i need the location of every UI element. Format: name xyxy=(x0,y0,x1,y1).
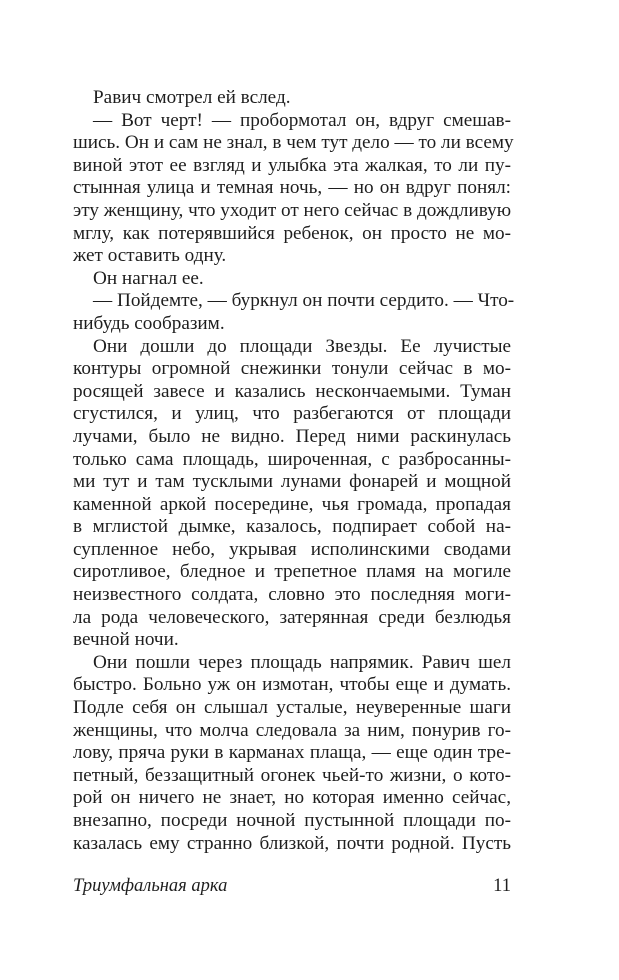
text-line: Они пошли через площадь напрямик. Равич шел xyxy=(93,651,511,673)
text-line: лову, пряча руки в карманах плаща, — еще один тре- xyxy=(73,742,511,764)
text-line: ла рода человеческого, затерянная среди безлюдья xyxy=(73,606,511,628)
text-line: стынная улица и темная ночь, — но он вдруг понял: xyxy=(73,177,511,199)
paragraph xyxy=(73,268,511,291)
text-line: жет оставить одну. xyxy=(73,245,227,267)
page-number: 11 xyxy=(493,876,511,896)
text-line: лучами, было не видно. Перед ними раскинулась xyxy=(73,425,511,447)
text-line: Они дошли до площади Звезды. Ее лучистые xyxy=(93,335,511,357)
text-line: быстро. Больно уж он измотан, чтобы еще и думать. xyxy=(73,674,511,696)
text-line: женщины, что молча следовала за ним, понурив го- xyxy=(73,719,511,741)
text-line: в мглистой дымке, казалось, подпирает собой на- xyxy=(73,516,511,538)
text-line: Подле себя он слышал усталые, неуверенные шаги xyxy=(73,697,511,719)
page-footer xyxy=(73,876,511,897)
text-line: сиротливое, бледное и трепетное пламя на могиле xyxy=(73,561,511,583)
text-line: петный, беззащитный огонек чьей-то жизни, о кото- xyxy=(73,764,511,786)
text-line: сгустился, и улиц, что разбегаются от площади xyxy=(73,403,511,425)
text-line: казалась ему странно близкой, почти родной. Пусть xyxy=(73,832,511,854)
text-line: росящей завесе и казались нескончаемыми. Туман xyxy=(73,380,511,402)
text-line: ми тут и там тусклыми лунами фонарей и мощной xyxy=(73,471,511,493)
running-title: Триумфальная арка xyxy=(73,876,228,896)
paragraph xyxy=(73,290,515,335)
text-line: виной этот ее взгляд и улыбка эта жалкая, то ли пу- xyxy=(73,154,511,176)
text-line: рой он ничего не знает, но которая именно сейчас, xyxy=(73,787,511,809)
text-line: контуры огромной снежинки тонули сейчас в мо- xyxy=(73,358,511,380)
text-line: эту женщину, что уходит от него сейчас в дождливую xyxy=(73,199,512,221)
text-line: Он нагнал ее. xyxy=(93,267,204,289)
text-line: нибудь сообразим. xyxy=(73,312,225,334)
text-line: только сама площадь, широченная, с разбросанны- xyxy=(73,448,511,470)
text-line: — Вот черт! — пробормотал он, вдруг смешав- xyxy=(93,109,511,131)
text-line: неизвестного солдата, словно это последняя моги- xyxy=(73,584,511,606)
text-line: Равич смотрел ей вслед. xyxy=(93,87,291,108)
text-line: внезапно, посреди ночной пустынной площади по- xyxy=(73,810,511,831)
page-body xyxy=(73,87,515,855)
paragraph xyxy=(73,109,514,268)
paragraph xyxy=(73,652,511,855)
text-line: мглу, как потерявшийся ребенок, он просто не мо- xyxy=(73,222,511,244)
text-line: шись. Он и сам не знал, в чем тут дело — то ли всему xyxy=(73,132,514,154)
text-line: каменной аркой посередине, чья громада, пропадая xyxy=(73,493,511,515)
text-line: вечной ночи. xyxy=(73,629,179,651)
text-line: — Пойдемте, — буркнул он почти сердито. — Что- xyxy=(93,290,515,312)
text-line: супленное небо, укрывая исполинскими сводами xyxy=(73,538,511,560)
paragraph xyxy=(73,87,511,110)
paragraph xyxy=(73,336,511,652)
